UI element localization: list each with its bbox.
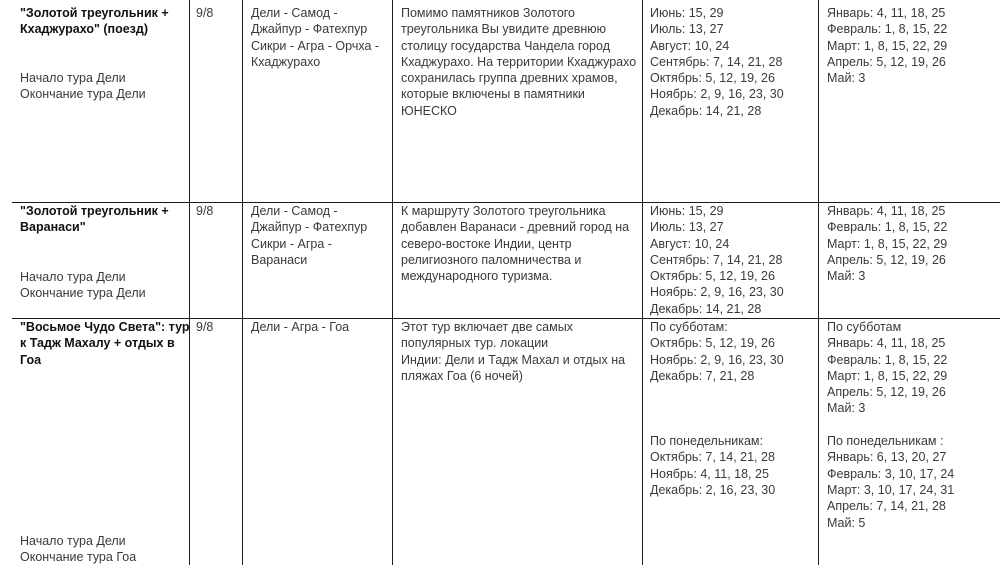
route-line: Сикри - Агра - Орчха -: [251, 38, 380, 53]
date-line: Декабрь: 14, 21, 28: [650, 301, 762, 316]
tour-dates-2020: [650, 319, 784, 498]
date-line: Август: 10, 24: [650, 38, 730, 53]
route-line: Варанаси: [251, 252, 308, 267]
description-line: северо-востоке Индии, центр: [401, 236, 572, 251]
date-line: Январь: 4, 11, 18, 25: [827, 204, 946, 218]
schedule-heading: По субботам: [827, 320, 902, 334]
tour-title: Кхаджурахо" (поезд): [20, 22, 148, 37]
tour-dates-2020: [650, 203, 784, 317]
blank-line: [827, 417, 954, 433]
tour-title: к Тадж Махалу + отдых в: [20, 336, 175, 351]
tour-title: Варанаси": [20, 220, 86, 235]
date-line: Март: 1, 8, 15, 22, 29: [827, 236, 948, 251]
tour-title-rest: : тур: [161, 320, 190, 334]
tour-end: Окончание тура Дели: [20, 87, 146, 102]
description-line: которые включены в памятники: [401, 87, 585, 102]
date-line: Ноябрь: 2, 9, 16, 23, 30: [650, 285, 784, 300]
tour-title-quoted: "Восьмое Чудо Света": [20, 320, 162, 334]
date-line: Декабрь: 2, 16, 23, 30: [650, 482, 776, 497]
tour-description: [401, 319, 625, 384]
date-line: Август: 10, 24: [650, 236, 730, 251]
route-line: Кхаджурахо: [251, 54, 321, 69]
date-line: Апрель: 5, 12, 19, 26: [827, 252, 946, 267]
date-line: Февраль: 1, 8, 15, 22: [827, 22, 948, 37]
date-line: Октябрь: 7, 14, 21, 28: [650, 450, 775, 465]
date-line: Январь: 6, 13, 20, 27: [827, 450, 947, 465]
description-line: Индии: Дели и Тадж Махал и отдых на: [401, 352, 626, 367]
description-line: сохранилась группа древних храмов,: [401, 71, 618, 86]
column-divider: [392, 0, 393, 565]
date-line: Июль: 13, 27: [650, 220, 724, 235]
schedule-heading: По понедельникам:: [650, 434, 763, 449]
date-line: Май: 3: [827, 269, 866, 284]
tour-title: "Золотой треугольник +: [20, 6, 169, 20]
date-line: Октябрь: 5, 12, 19, 26: [650, 269, 775, 284]
date-line: Январь: 4, 11, 18, 25: [827, 336, 946, 351]
date-line: Май: 3: [827, 71, 866, 86]
column-divider: [189, 0, 190, 565]
table-row-2-tour-endpoints: [20, 269, 146, 302]
tour-dates-2021: [827, 319, 954, 531]
route-line: Дели - Самод -: [251, 204, 338, 218]
route-line: Джайпур - Фатехпур: [251, 220, 368, 235]
date-line: Июнь: 15, 29: [650, 6, 724, 20]
description-line: Кхаджурахо. На территории Кхаджурахо: [401, 54, 637, 69]
column-divider: [818, 0, 819, 565]
description-line: К маршруту Золотого треугольника: [401, 204, 606, 218]
date-line: Апрель: 7, 14, 21, 28: [827, 499, 946, 514]
date-line: Июнь: 15, 29: [650, 204, 724, 218]
tour-description: [401, 5, 636, 119]
table-row-1-tour-name: [20, 5, 169, 38]
table-row-1-tour-endpoints: [20, 70, 146, 103]
description-line: популярных тур. локации: [401, 336, 549, 351]
column-divider: [642, 0, 643, 565]
date-line: Январь: 4, 11, 18, 25: [827, 6, 946, 20]
date-line: Март: 3, 10, 17, 24, 31: [827, 482, 955, 497]
tour-title: "Золотой треугольник +: [20, 204, 169, 218]
tour-dates-2020: [650, 5, 784, 119]
table-row-3-tour-name: [20, 319, 190, 368]
description-line: добавлен Варанаси - древний город на: [401, 220, 630, 235]
description-line: Помимо памятников Золотого: [401, 6, 576, 20]
date-line: Апрель: 5, 12, 19, 26: [827, 54, 946, 69]
date-line: Февраль: 1, 8, 15, 22: [827, 352, 948, 367]
blank-line: [650, 400, 784, 416]
table-row-3-tour-endpoints: [20, 533, 136, 566]
tour-duration: [196, 5, 213, 21]
date-line: Май: 3: [827, 401, 866, 416]
schedule-heading: По понедельникам :: [827, 434, 944, 449]
date-line: Февраль: 3, 10, 17, 24: [827, 466, 955, 481]
date-line: Март: 1, 8, 15, 22, 29: [827, 368, 948, 383]
blank-line: [650, 384, 784, 400]
date-line: Декабрь: 7, 21, 28: [650, 368, 755, 383]
tour-route: [251, 5, 379, 70]
description-line: ЮНЕСКО: [401, 103, 457, 118]
route-line: Дели - Самод -: [251, 6, 338, 20]
tour-duration: [196, 319, 213, 335]
column-divider: [242, 0, 243, 565]
description-line: Этот тур включает две самых: [401, 320, 573, 334]
tour-end: Окончание тура Дели: [20, 286, 146, 301]
date-line: Сентябрь: 7, 14, 21, 28: [650, 252, 783, 267]
route-line: Джайпур - Фатехпур: [251, 22, 368, 37]
tour-duration: [196, 203, 213, 219]
date-line: Ноябрь: 2, 9, 16, 23, 30: [650, 87, 784, 102]
date-line: Май: 5: [827, 515, 866, 530]
date-line: Сентябрь: 7, 14, 21, 28: [650, 54, 783, 69]
tour-title: Гоа: [20, 352, 42, 367]
date-line: Ноябрь: 4, 11, 18, 25: [650, 466, 769, 481]
blank-line: [650, 417, 784, 433]
tour-end: Окончание тура Гоа: [20, 550, 137, 565]
date-line: Апрель: 5, 12, 19, 26: [827, 385, 946, 400]
duration-text: 9/8: [196, 320, 214, 334]
tour-dates-2021: [827, 203, 947, 284]
tour-route: [251, 319, 349, 335]
date-line: Октябрь: 5, 12, 19, 26: [650, 71, 775, 86]
date-line: Февраль: 1, 8, 15, 22: [827, 220, 948, 235]
tour-start: Начало тура Дели: [20, 534, 126, 548]
duration-text: 9/8: [196, 6, 214, 20]
schedule-heading: По субботам:: [650, 320, 728, 334]
tour-route: [251, 203, 367, 268]
tour-start: Начало тура Дели: [20, 71, 126, 85]
date-line: Март: 1, 8, 15, 22, 29: [827, 38, 948, 53]
description-line: треугольника Вы увидите древнюю: [401, 22, 607, 37]
tour-start: Начало тура Дели: [20, 270, 126, 284]
date-line: Июль: 13, 27: [650, 22, 724, 37]
date-line: Декабрь: 14, 21, 28: [650, 103, 762, 118]
description-line: столицу государства Чандела город: [401, 38, 610, 53]
table-row-2-tour-name: [20, 203, 169, 236]
date-line: Ноябрь: 2, 9, 16, 23, 30: [650, 352, 784, 367]
tour-title: [20, 319, 190, 335]
route-line: Дели - Агра - Гоа: [251, 320, 350, 334]
description-line: международного туризма.: [401, 269, 553, 284]
date-line: Октябрь: 5, 12, 19, 26: [650, 336, 775, 351]
route-line: Сикри - Агра -: [251, 236, 332, 251]
duration-text: 9/8: [196, 204, 214, 218]
tour-dates-2021: [827, 5, 947, 86]
tour-description: [401, 203, 629, 284]
description-line: пляжах Гоа (6 ночей): [401, 368, 523, 383]
description-line: религиозного паломничества и: [401, 252, 582, 267]
